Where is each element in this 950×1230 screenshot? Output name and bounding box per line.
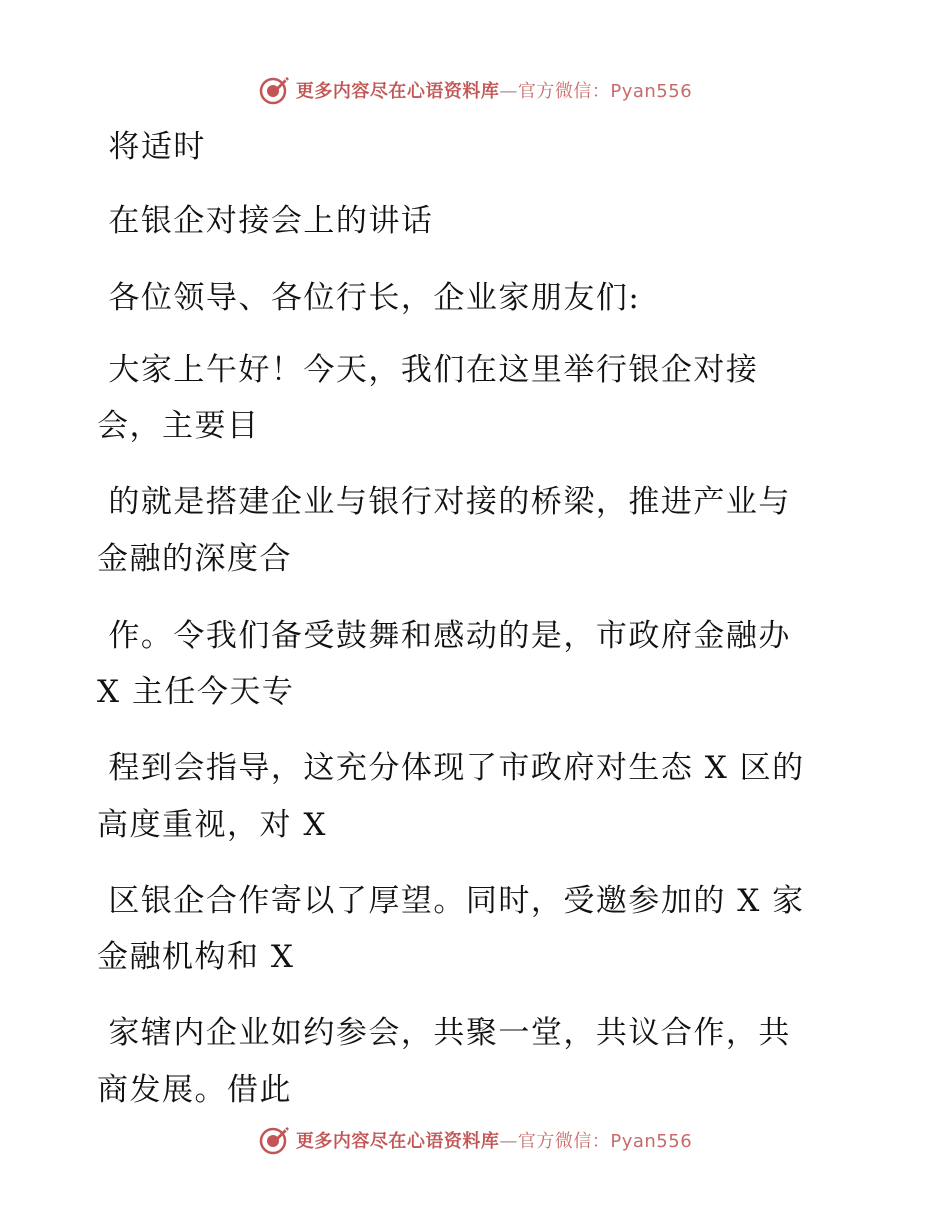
text-line: 会，主要目 [97,408,260,444]
text-line: 商发展。借此 [97,1072,292,1108]
text-line: 在银企对接会上的讲话 [97,203,434,239]
header-watermark [0,70,950,110]
text-line: 区银企合作寄以了厚望。同时，受邀参加的 X 家 [97,883,805,919]
watermark-text [296,1127,692,1153]
watermark-main: 更多内容尽在心语资料库 [295,1131,500,1152]
text-line: 金融机构和 X [97,939,295,975]
text-line: X 主任今天专 [97,674,295,710]
watermark-separator: — [499,81,518,102]
text-line: 将适时 [97,129,206,165]
text-line: 金融的深度合 [97,541,292,577]
pen-nib-logo-icon [258,74,290,106]
text-line: 作。令我们备受鼓舞和感动的是，市政府金融办 [97,618,791,654]
footer-watermark [0,1120,950,1160]
pen-nib-logo-icon [258,1124,290,1156]
text-line: 家辖内企业如约参会，共聚一堂，共议合作，共 [97,1015,791,1051]
text-line: 的就是搭建企业与银行对接的桥梁，推进产业与 [97,484,791,520]
watermark-separator: — [499,1131,518,1152]
text-line: 高度重视，对 X [97,807,327,843]
text-line: 各位领导、各位行长，企业家朋友们: [97,280,641,316]
text-line: 大家上午好！今天，我们在这里举行银企对接 [97,352,759,388]
watermark-contact: 官方微信：Pyan556 [517,1131,693,1152]
watermark-text [296,77,692,103]
watermark-main: 更多内容尽在心语资料库 [295,81,500,102]
text-line: 程到会指导，这充分体现了市政府对生态 X 区的 [97,750,805,786]
watermark-contact: 官方微信：Pyan556 [517,81,693,102]
